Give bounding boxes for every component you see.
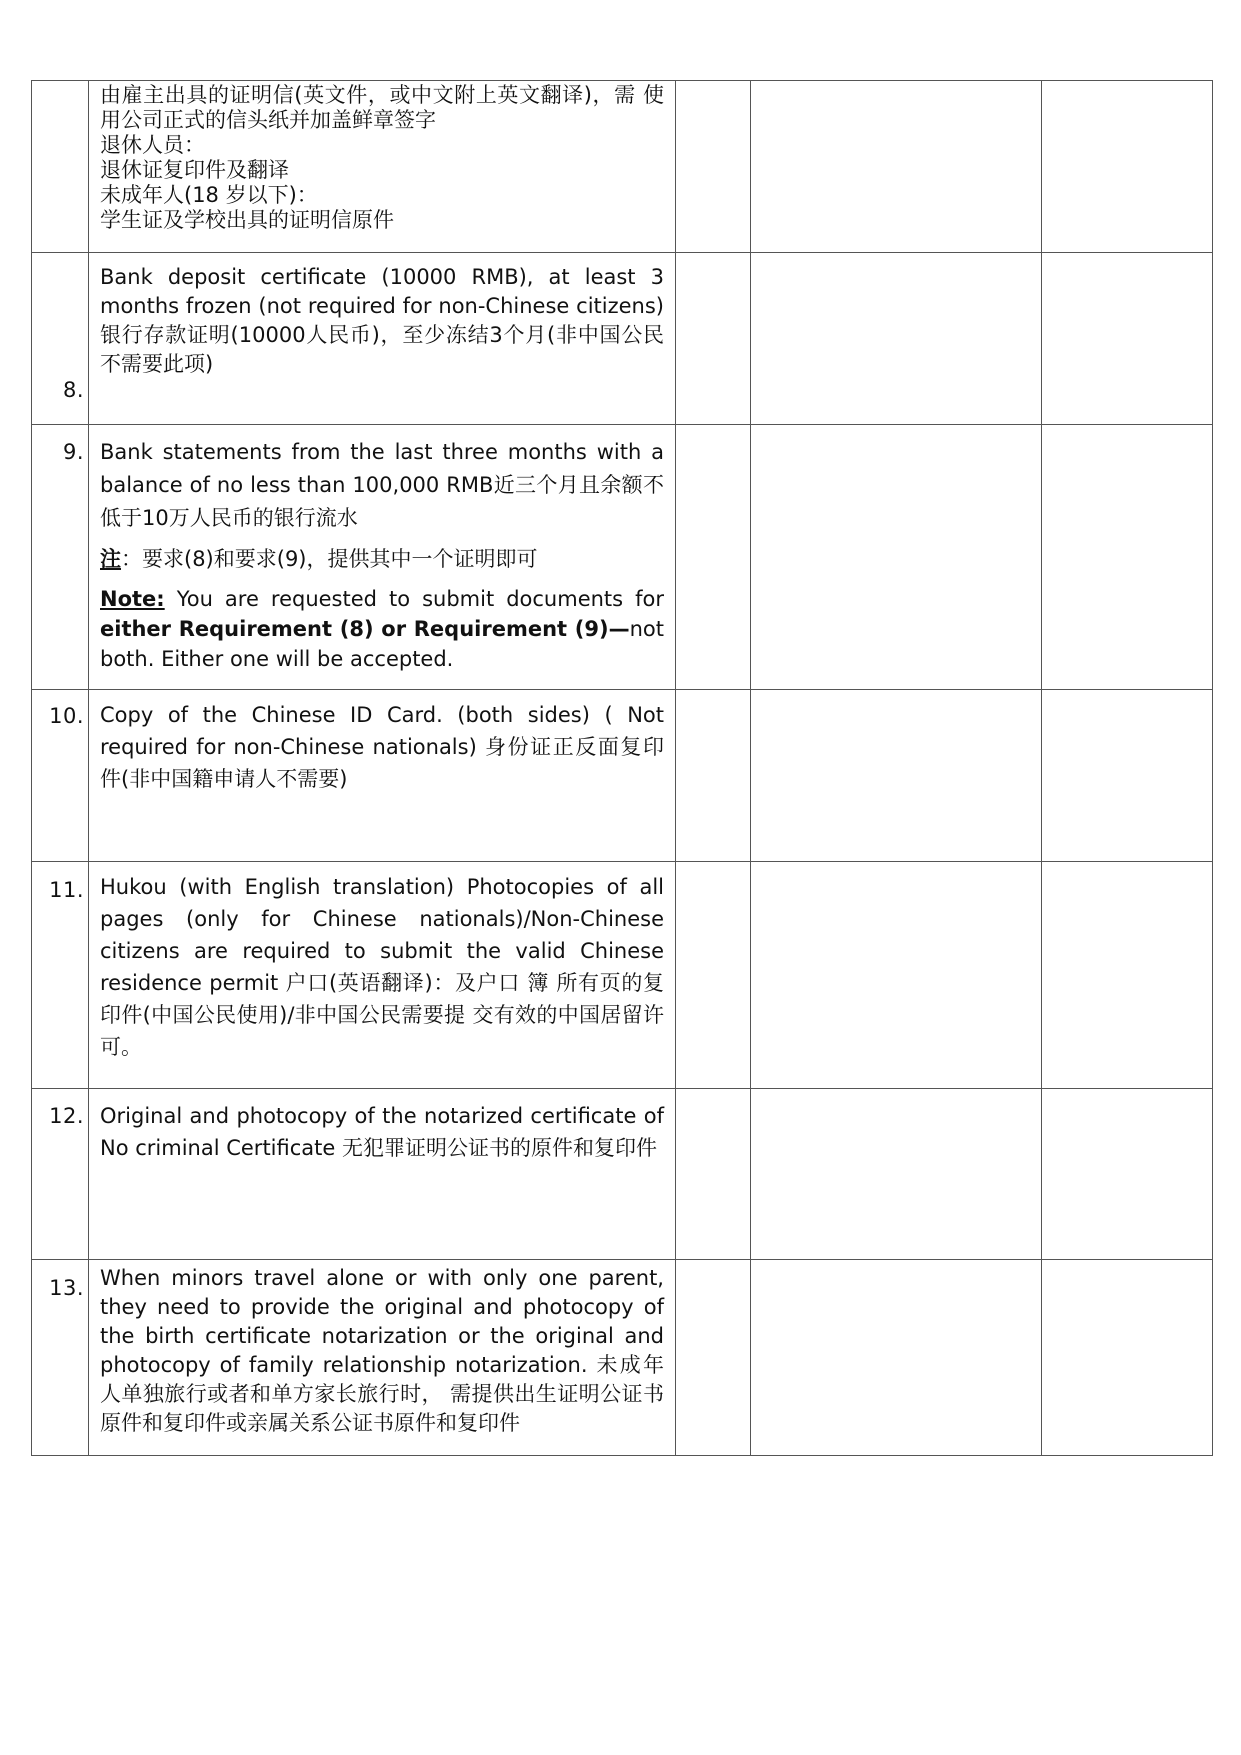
remarks-cell [751,1089,1042,1260]
check-cell [676,81,751,253]
table-row [32,253,1213,425]
remarks-cell [751,690,1042,862]
table-row [32,1260,1213,1456]
cn-note-text: ：要求(8)和要求(9)，提供其中一个证明即可 [121,547,538,571]
requirements-table [31,80,1213,1456]
description-line: 由雇主出具的证明信(英文件，或中文附上英文翻译)，需 使 [100,83,664,107]
description-line: 退休人员： [100,133,205,157]
description-line: 未成年人(18 岁以下)： [100,183,318,207]
cn-note [100,545,664,574]
description-text: Bank statements from the last three months with a balance of no less than 100,000 RMB近三个月且余额不低于10万人民币的银行流水 [100,440,664,530]
notes-cell [1042,1260,1213,1456]
row-number: 8. [32,253,89,425]
check-cell [676,862,751,1089]
row-number: 13. [32,1260,89,1456]
en-note-pre: You are requested to submit documents for [164,587,664,611]
notes-cell [1042,690,1213,862]
check-cell [676,253,751,425]
table-row [32,81,1213,253]
check-cell [676,1089,751,1260]
row-description [89,425,676,690]
notes-cell [1042,81,1213,253]
cn-note-label: 注 [100,547,121,571]
remarks-cell [751,81,1042,253]
row-number: 10. [32,690,89,862]
remarks-cell [751,425,1042,690]
description-line: 学生证及学校出具的证明信原件 [100,208,394,232]
check-cell [676,690,751,862]
table-row [32,425,1213,690]
description-line: 退休证复印件及翻译 [100,158,289,182]
notes-cell [1042,425,1213,690]
table-row [32,1089,1213,1260]
row-description: Original and photocopy of the notarized certificate of No criminal Certificate 无犯罪证明公证书的原件和复印件 [89,1089,676,1260]
en-note-post: not both. Either one will be accepted. [100,617,664,671]
notes-cell [1042,1089,1213,1260]
row-description: Copy of the Chinese ID Card. (both sides) ( Not required for non-Chinese nationals) 身份证正反面复印件(非中国籍申请人不需要) [89,690,676,862]
row-number: 11. [32,862,89,1089]
en-note [100,584,664,674]
row-description: When minors travel alone or with only one parent, they need to provide the original and photocopy of the birth certificate notarization or the original and photocopy of family relationship notarization. 未成年人单独旅行或者和单方家长旅行时， 需提供出生证明公证书原件和复印件或亲属关系公证书原件和复印件 [89,1260,676,1456]
table-row [32,862,1213,1089]
remarks-cell [751,862,1042,1089]
row-description: Bank deposit certificate (10000 RMB), at least 3 months frozen (not required for non-Chinese citizens)银行存款证明(10000人民币)，至少冻结3个月(非中国公民不需要此项) [89,253,676,425]
check-cell [676,1260,751,1456]
row-number: 12. [32,1089,89,1260]
remarks-cell [751,1260,1042,1456]
row-number: 9. [32,425,89,690]
row-description [89,81,676,253]
notes-cell [1042,862,1213,1089]
remarks-cell [751,253,1042,425]
row-number [32,81,89,253]
check-cell [676,425,751,690]
description-line: 用公司正式的信头纸并加盖鲜章签字 [100,108,436,132]
en-note-label: Note: [100,587,165,611]
notes-cell [1042,253,1213,425]
row-description: Hukou (with English translation) Photocopies of all pages (only for Chinese nationals)/Non-Chinese citizens are required to submit the valid Chinese residence permit 户口(英语翻译)：及户口 簿 所有页的复印件(中国公民使用)/非中国公民需要提 交有效的中国居留许可。 [89,862,676,1089]
en-note-bold: either Requirement (8) or Requirement (9)— [100,617,630,641]
table-row [32,690,1213,862]
